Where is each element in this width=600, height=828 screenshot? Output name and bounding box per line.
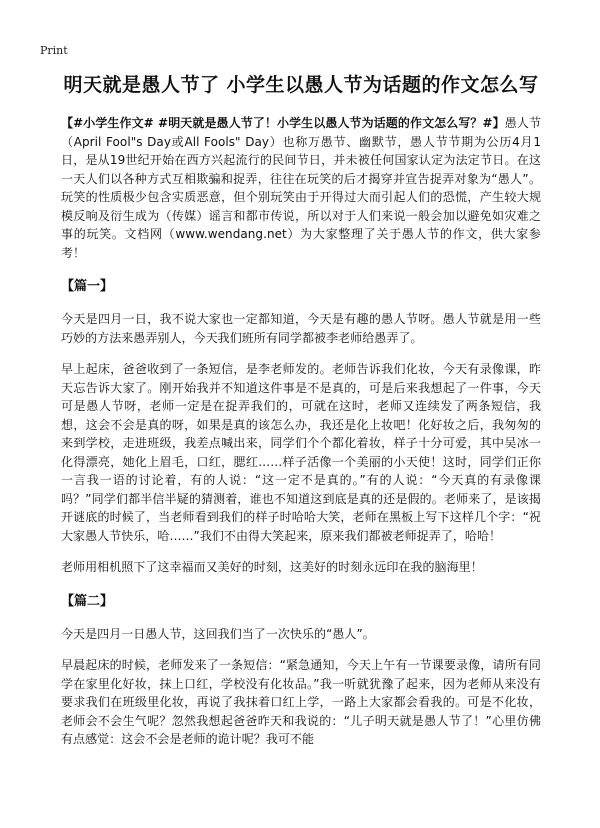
paragraph: 老师用相机照下了这幸福而又美好的时刻，这美好的时刻永远印在我的脑海里！ (61, 560, 483, 574)
article-title: 明天就是愚人节了 小学生以愚人节为话题的作文怎么写 (63, 74, 539, 96)
intro-heading: 【#小学生作文# #明天就是愚人节了！小学生以愚人节为话题的作文怎么写？#】 (61, 116, 505, 130)
article (61, 72, 541, 749)
intro-text: 愚人节（April Fool"s Day或All Fools" Day）也称万愚节、幽默节，愚人节节期为公历4月1日，是从19世纪开始在西方兴起流行的民间节日，并未被任何国家认定为法定节日。在这一天人们以各种方式互相欺骗和捉弄，往往在玩笑的后才揭穿并宣告捉弄对象为“愚人”。玩笑的性质极少包含实质恶意，但个别玩笑由于开得过大而引起人们的恐慌，产生较大规模反响及衍生成为（传媒）谣言和都市传说，所以对于人们来说一般会加以避免如灾难之事的玩笑。文档网（www.wendang.net）为大家整理了关于愚人节的作文，供大家参考！ (61, 116, 541, 260)
section-heading-2: 【篇二】 (61, 593, 114, 609)
paragraph: 早上起床，爸爸收到了一条短信，是李老师发的。老师告诉我们化妆，今天有录像课，昨天忘告诉大家了。刚开始我并不知道这件事是不是真的，可是后来我想起了一件事，今天可是愚人节呀，老师一定是在捉弄我们的，可就在这时，老师又连续发了两条短信，我想，这会不会是真的呀，如果是真的该怎么办，我还是化上妆吧！化好妆之后，我匆匆的来到学校，走进班级，我差点喊出来，同学们个个都化着妆，样子十分可爱，其中吴冰一化得漂亮，她化上眉毛，口红，腮红……样子活像一个美丽的小天使！这时，同学们正你一言我一语的讨论着，有的人说：“这一定不是真的。”有的人说：“今天真的有录像课吗？”同学们都半信半疑的猜测着，谁也不知道这到底是真的还是假的。老师来了，是该揭开谜底的时候了，当老师看到我们的样子时哈哈大笑，老师在黑板上写下这样几个字：“祝大家愚人节快乐，哈……”我们不由得大笑起来，原来我们都被老师捉弄了，哈哈！ (61, 362, 541, 543)
print-link[interactable]: Print (40, 44, 68, 57)
paragraph: 今天是四月一日，我不说大家也一定都知道，今天是有趣的愚人节呀。愚人节就是用一些巧妙的方法来愚弄别人，今天我们班所有同学都被李老师给愚弄了。 (61, 312, 541, 345)
section-heading-1: 【篇一】 (61, 279, 114, 294)
intro-paragraph (61, 114, 541, 262)
paragraph: 今天是四月一日愚人节，这回我们当了一次快乐的“愚人”。 (61, 626, 375, 641)
paragraph: 早晨起床的时候，老师发来了一条短信：“紧急通知，今天上午有一节课要录像，请所有同学在家里化好妆，抹上口红，学校没有化妆品。”我一听就犹豫了起来，因为老师从来没有要求我们在班级里化妆，再说了我抹着口红上学，一路上大家都会看我的。可是不化妆，老师会不会生气呢？忽然我想起爸爸昨天和我说的：“儿子明天就是愚人节了！”心里仿佛有点感觉：这会不会是老师的诡计呢？我可不能 (61, 658, 541, 746)
